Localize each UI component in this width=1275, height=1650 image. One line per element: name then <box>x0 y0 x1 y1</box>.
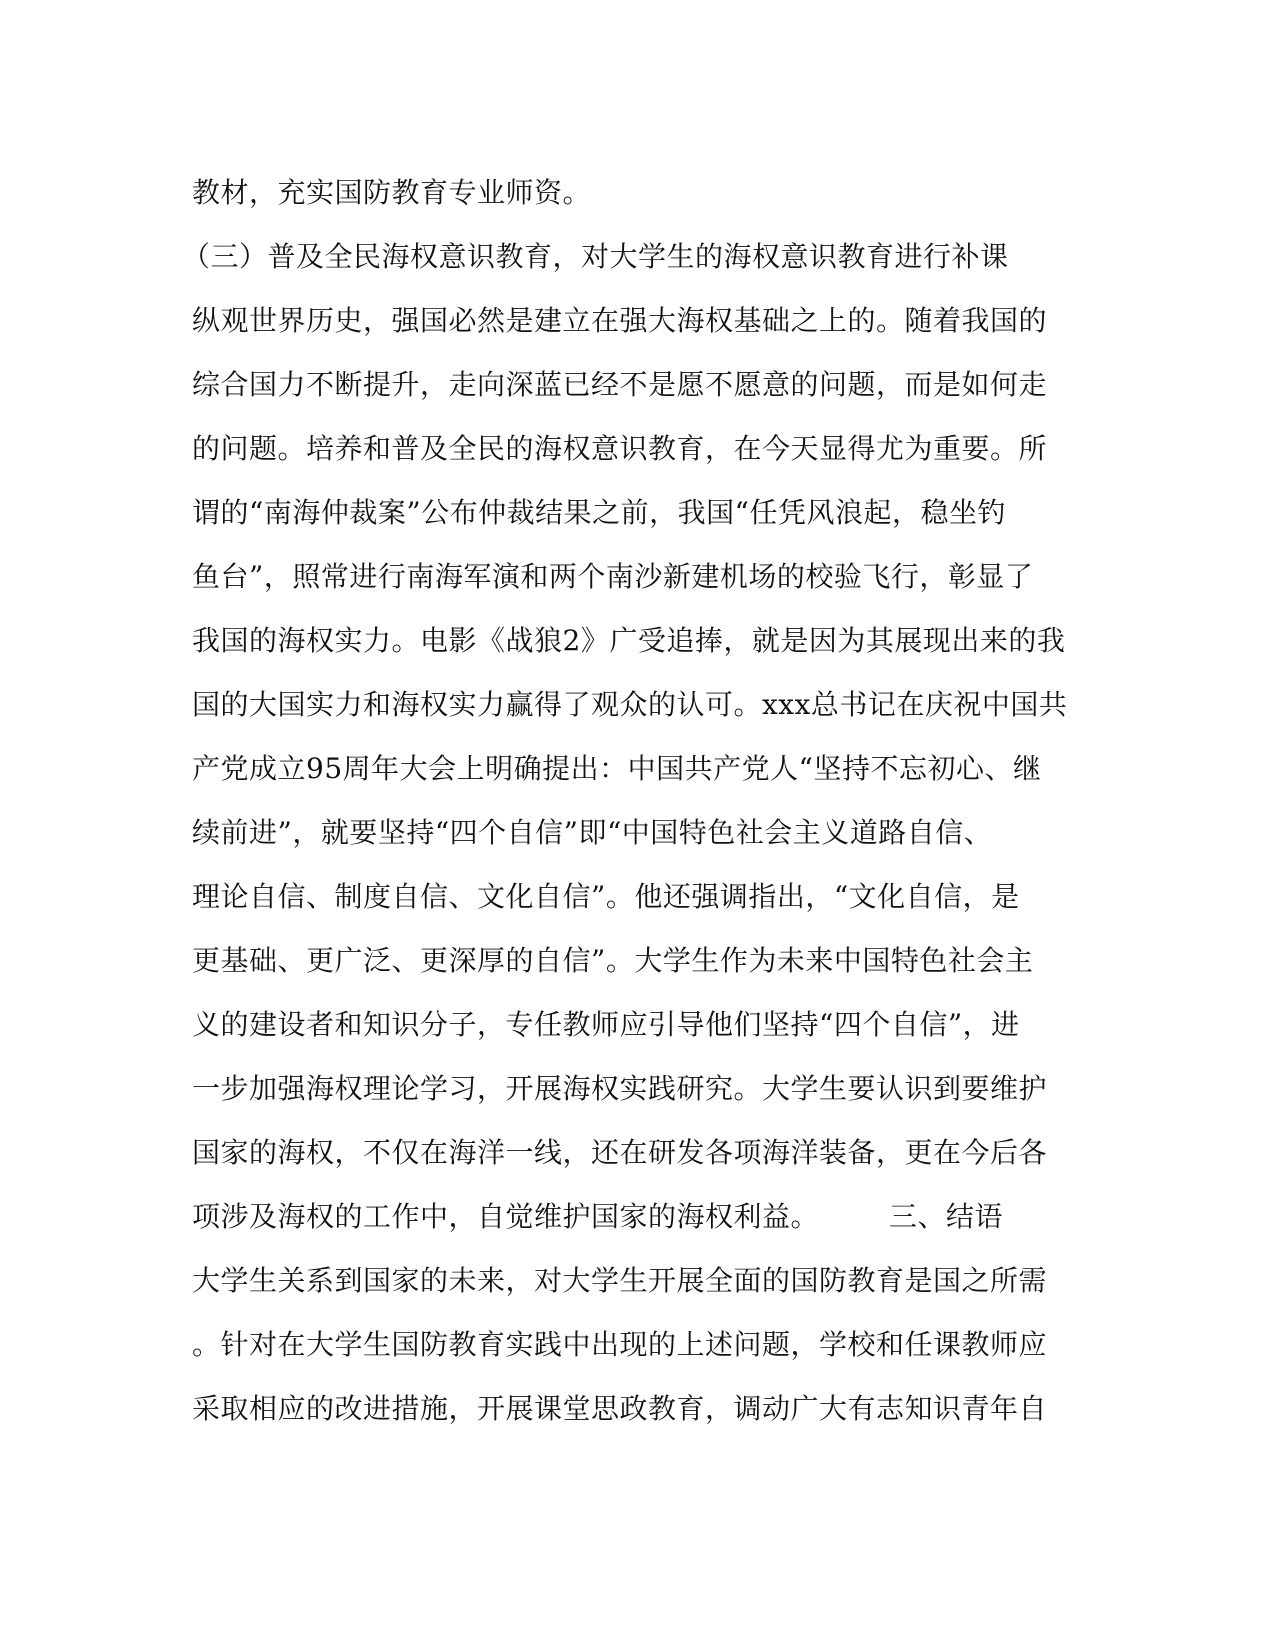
text-line: 综合国力不断提升，走向深蓝已经不是愿不愿意的问题，而是如何走 <box>192 368 1048 401</box>
text-line: 一步加强海权理论学习，开展海权实践研究。大学生要认识到要维护 <box>192 1072 1048 1105</box>
subsection-heading: （三）普及全民海权意识教育，对大学生的海权意识教育进行补课 <box>182 240 1009 273</box>
text-line: 国的大国实力和海权实力赢得了观众的认可。xxx总书记在庆祝中国共 <box>192 688 1068 721</box>
text-line: 我国的海权实力。电影《战狼2》广受追捧，就是因为其展现出来的我 <box>192 624 1066 657</box>
text-line: 。针对在大学生国防教育实践中出现的上述问题，学校和任课教师应 <box>192 1328 1048 1361</box>
text-line: 的问题。培养和普及全民的海权意识教育，在今天显得尤为重要。所 <box>192 432 1048 465</box>
text-line: 国家的海权，不仅在海洋一线，还在研发各项海洋装备，更在今后各 <box>192 1136 1048 1169</box>
text-line: 纵观世界历史，强国必然是建立在强大海权基础之上的。随着我国的 <box>192 304 1048 337</box>
text-line: 产党成立95周年大会上明确提出：中国共产党人“坚持不忘初心、继 <box>192 752 1042 785</box>
text-line-with-heading <box>192 1185 1092 1249</box>
text-line: 大学生关系到国家的未来，对大学生开展全面的国防教育是国之所需 <box>192 1264 1048 1297</box>
text-line: 鱼台”，照常进行南海军演和两个南沙新建机场的校验飞行，彰显了 <box>192 560 1034 593</box>
text-line: 谓的“南海仲裁案”公布仲裁结果之前，我国“任凭风浪起，稳坐钓 <box>192 496 1006 529</box>
text-line: 续前进”，就要坚持“四个自信”即“中国特色社会主义道路自信、 <box>192 816 993 849</box>
text-line-content: 项涉及海权的工作中，自觉维护国家的海权利益。 <box>192 1200 820 1233</box>
text-line: 理论自信、制度自信、文化自信”。他还强调指出，“文化自信，是 <box>192 880 1020 913</box>
text-line: 更基础、更广泛、更深厚的自信”。大学生作为未来中国特色社会主 <box>192 944 1034 977</box>
body-text <box>182 161 1092 1441</box>
text-line: 义的建设者和知识分子，专任教师应引导他们坚持“四个自信”，进 <box>192 1008 1020 1041</box>
section-heading: 三、结语 <box>889 1200 1004 1233</box>
text-line: 教材，充实国防教育专业师资。 <box>192 176 592 209</box>
text-line: 采取相应的改进措施，开展课堂思政教育，调动广大有志知识青年自 <box>192 1392 1048 1425</box>
